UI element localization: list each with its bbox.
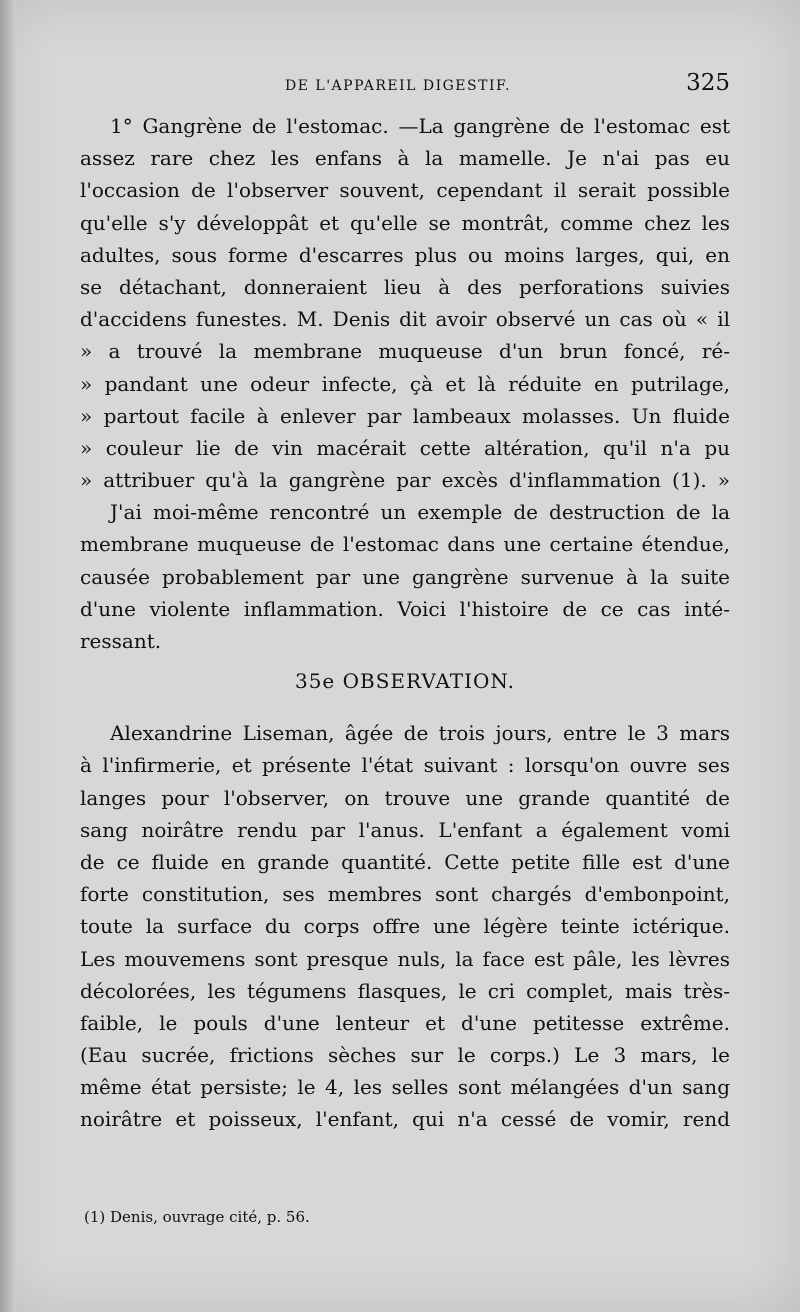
spacer	[80, 705, 730, 717]
text-line: d'accidens funestes. M. Denis dit avoir observé un cas où « il	[80, 307, 730, 332]
page-gutter-shadow	[0, 0, 16, 1312]
observation-heading: 35e OBSERVATION.	[294, 669, 516, 694]
text-line: Les mouvemens sont presque nuls, la face est pâle, les lèvres	[80, 946, 730, 971]
text-line: » pandant une odeur infecte, çà et là réduite en putrilage,	[80, 371, 730, 396]
text-line: membrane muqueuse de l'estomac dans une certaine étendue,	[80, 532, 730, 557]
text-line: (Eau sucrée, frictions sèches sur le corps.) Le 3 mars, le	[80, 1043, 730, 1068]
text-line: toute la surface du corps offre une légère teinte ictérique.	[80, 914, 730, 939]
text-line: même état persiste; le 4, les selles sont mélangées d'un sang	[80, 1075, 730, 1100]
text-line: sang noirâtre rendu par l'anus. L'enfant a également vomi	[80, 817, 730, 842]
text-line: se détachant, donneraient lieu à des perforations suivies	[80, 274, 730, 299]
text-line: » couleur lie de vin macérait cette altération, qu'il n'a pu	[80, 435, 730, 460]
text-line: causée probablement par une gangrène survenue à la suite	[80, 564, 730, 589]
text-line: ressant.	[80, 629, 162, 653]
text-line: Alexandrine Liseman, âgée de trois jours, entre le 3 mars	[110, 721, 730, 746]
body-text	[80, 110, 730, 1136]
text-line: de ce fluide en grande quantité. Cette petite fille est d'une	[80, 849, 730, 874]
page-header	[80, 70, 730, 100]
text-line: qu'elle s'y développât et qu'elle se montrât, comme chez les	[80, 210, 730, 235]
text-line: noirâtre et poisseux, l'enfant, qui n'a cessé de vomir, rend	[80, 1107, 730, 1132]
text-line: d'une violente inflammation. Voici l'histoire de ce cas inté-	[80, 596, 730, 621]
text-line: » partout facile à enlever par lambeaux molasses. Un fluide	[80, 403, 730, 428]
text-line: » a trouvé la membrane muqueuse d'un brun foncé, ré-	[80, 339, 730, 364]
footnote: (1) Denis, ouvrage cité, p. 56.	[84, 1208, 310, 1226]
running-head: DE L'APPAREIL DIGESTIF.	[285, 78, 511, 94]
text-line: J'ai moi-même rencontré un exemple de destruction de la	[110, 500, 730, 525]
text-line: assez rare chez les enfans à la mamelle. Je n'ai pas eu	[80, 146, 730, 171]
page-number: 325	[686, 70, 730, 96]
text-line: » attribuer qu'à la gangrène par excès d'inflammation (1). »	[80, 468, 730, 493]
text-line: langes pour l'observer, on trouve une grande quantité de	[80, 785, 730, 810]
text-line: l'occasion de l'observer souvent, cependant il serait possible	[80, 178, 730, 203]
text-line: à l'infirmerie, et présente l'état suivant : lorsqu'on ouvre ses	[80, 753, 730, 778]
text-line: faible, le pouls d'une lenteur et d'une petitesse extrême.	[80, 1010, 730, 1035]
text-line: forte constitution, ses membres sont chargés d'embonpoint,	[80, 882, 730, 907]
text-line: adultes, sous forme d'escarres plus ou moins larges, qui, en	[80, 242, 730, 267]
text-line: 1° Gangrène de l'estomac. —La gangrène de l'estomac est	[110, 114, 730, 138]
text-line: décolorées, les tégumens flasques, le cri complet, mais très-	[80, 978, 730, 1003]
